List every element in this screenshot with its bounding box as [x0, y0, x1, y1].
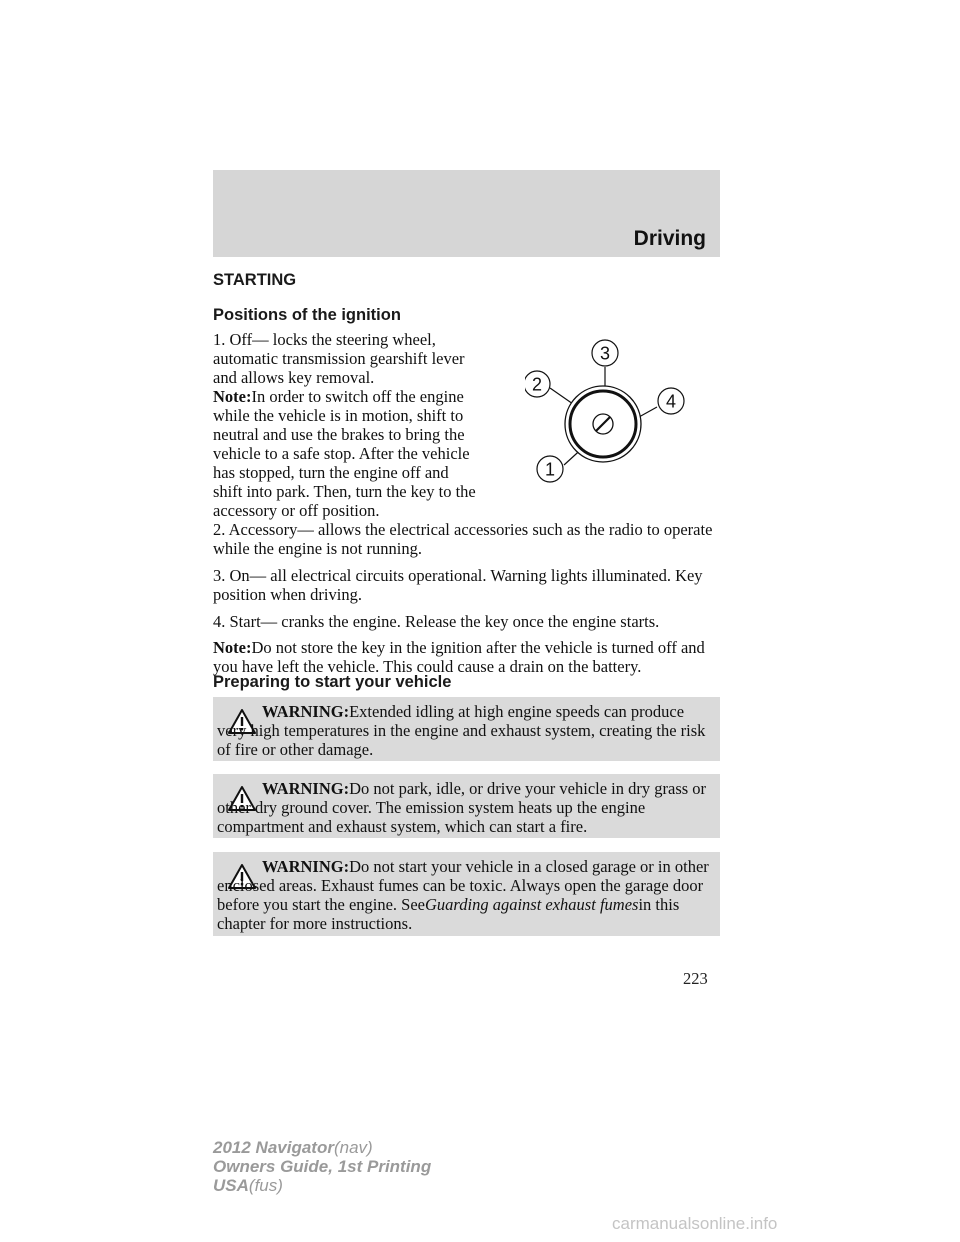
- watermark: carmanualsonline.info: [612, 1214, 778, 1233]
- item-1-note-label: Note:: [213, 387, 252, 406]
- warning-text: [217, 857, 712, 933]
- warning-body: Do not park, idle, or drive your vehicle in dry grass or other dry ground cover. The emission system heats up the engine compartment and exhaust system, which can start a fire.: [217, 779, 707, 836]
- cross-reference-link[interactable]: Guarding against exhaust fumes: [425, 895, 639, 914]
- footer-model: 2012 Navigator: [213, 1138, 334, 1157]
- position-label-2: [525, 371, 550, 397]
- warning-box-idling: [213, 697, 720, 761]
- leader-line-4: [639, 407, 657, 417]
- warning-text: [217, 702, 712, 759]
- svg-text:3: 3: [599, 343, 611, 364]
- subsection-heading: Positions of the ignition: [213, 306, 401, 324]
- svg-text:4: 4: [665, 391, 677, 412]
- ignition-item-4: 4. Start— cranks the engine. Release the key once the engine starts.: [213, 612, 660, 631]
- footer-market-code: (fus): [248, 1176, 283, 1195]
- ignition-item-3: 3. On— all electrical circuits operational. Warning lights illuminated. Key position when driving.: [213, 566, 703, 604]
- item-1-note-text: In order to switch off the engine while the vehicle is in motion, shift to neutral and use the brakes to bring the vehicle to a safe stop. After the vehicle has stopped, turn the engine off and shift into park. Then, turn the key to the accessory or off position.: [213, 387, 476, 520]
- ignition-cylinder-icon: [565, 386, 641, 462]
- warning-box-closed-garage: [213, 852, 720, 936]
- warning-label: WARNING:: [262, 702, 350, 721]
- note-text: Do not store the key in the ignition after the vehicle is turned off and you have left the vehicle. This could cause a drain on the battery.: [213, 638, 705, 676]
- footer-guide: Owners Guide, 1st Printing: [213, 1157, 432, 1176]
- warning-body: Do not start your vehicle in a closed garage or in other enclosed areas. Exhaust fumes can be toxic. Always open the garage door before you start the engine. See: [217, 857, 709, 914]
- leader-line-2: [550, 388, 573, 404]
- ignition-item-2: 2. Accessory— allows the electrical accessories such as the radio to operate while the engine is not running.: [213, 520, 713, 558]
- warning-body-end: in this chapter for more instructions.: [217, 895, 680, 933]
- position-label-4: [658, 388, 684, 414]
- svg-text:1: 1: [544, 459, 556, 480]
- note-label: Note:: [213, 638, 252, 657]
- storage-note: [213, 638, 723, 676]
- svg-text:2: 2: [531, 374, 543, 395]
- section-heading: STARTING: [213, 271, 297, 289]
- warning-text: [217, 779, 712, 836]
- ignition-item-1: [213, 330, 479, 520]
- print-footer: [213, 1138, 431, 1195]
- ignition-diagram: [525, 330, 705, 500]
- preparing-heading: Preparing to start your vehicle: [213, 673, 452, 691]
- position-label-1: [537, 456, 563, 482]
- footer-model-code: (nav): [333, 1138, 373, 1157]
- position-label-3: [592, 340, 618, 366]
- warning-box-dry-grass: [213, 774, 720, 838]
- item-1-text: 1. Off— locks the steering wheel, automatic transmission gearshift lever and allows key removal.: [213, 330, 465, 387]
- warning-label: WARNING:: [262, 857, 350, 876]
- chapter-title: Driving: [633, 227, 706, 250]
- page-number: 223: [683, 969, 708, 988]
- warning-label: WARNING:: [262, 779, 350, 798]
- chapter-header-band: [213, 170, 720, 257]
- footer-market: USA: [213, 1176, 249, 1195]
- warning-body: Extended idling at high engine speeds can produce very high temperatures in the engine and exhaust system, creating the risk of fire or other damage.: [217, 702, 706, 759]
